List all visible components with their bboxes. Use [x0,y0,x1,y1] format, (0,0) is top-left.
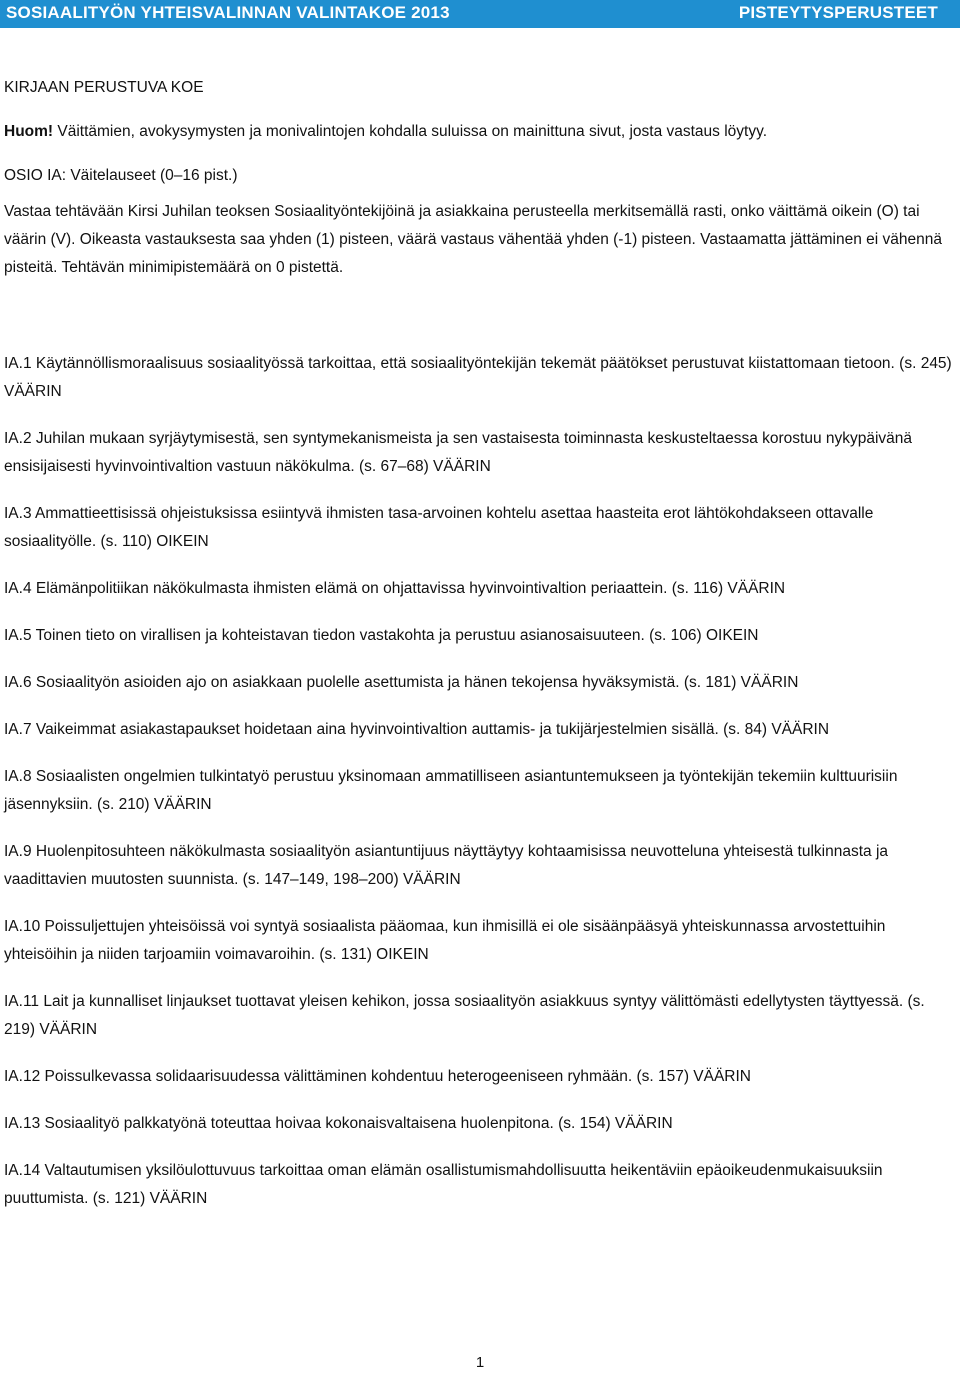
statement-item: IA.11 Lait ja kunnalliset linjaukset tuottavat yleisen kehikon, jossa sosiaalityön asiakkuus syntyy välittömästi edellytysten täyttyessä. (s. 219) VÄÄRIN [4,993,925,1038]
note-text: Väittämien, avokysymysten ja monivalintojen kohdalla suluissa on mainittuna sivut, josta vastaus löytyy. [53,123,767,140]
statement-item: IA.13 Sosiaalityö palkkatyönä toteuttaa hoivaa kokonaisvaltaisena huolenpitona. (s. 154) VÄÄRIN [4,1115,673,1132]
page-number: 1 [475,1354,485,1371]
document-title: SOSIAALITYÖN YHTEISVALINNAN VALINTAKOE 2013 [6,3,450,22]
statement-item: IA.3 Ammattieettisissä ohjeistuksissa esiintyvä ihmisten tasa-arvoinen kohtelu asettaa haasteita erot lähtökohdakseen ottavalle sosiaalityölle. (s. 110) OIKEIN [4,505,874,550]
statement-item: IA.6 Sosiaalityön asioiden ajo on asiakkaan puolelle asettumista ja hänen tekojensa hyväksymistä. (s. 181) VÄÄRIN [4,674,799,691]
statement-item: IA.10 Poissuljettujen yhteisöissä voi syntyä sosiaalista pääomaa, kun ihmisillä ei ole sisäänpääsyä yhteiskunnassa arvostettuihin yhteisöihin ja niiden tarjoamiin voimavaroihin. (s. 131) OIKEIN [4,918,886,963]
osio-title: OSIO IA: Väitelauseet (0–16 pist.) [4,167,238,184]
statement-item: IA.8 Sosiaalisten ongelmien tulkintatyö perustuu yksinomaan ammatilliseen asiantuntemukseen ja työntekijän tekemiin kulttuurisiin jäsennyksiin. (s. 210) VÄÄRIN [4,768,898,813]
statement-item: IA.9 Huolenpitosuhteen näkökulmasta sosiaalityön asiantuntijuus näyttäytyy kohtaamisissa neuvotteluna yhteisestä tulkinnasta ja vaadittavien muutosten suunnista. (s. 147–149, 198–200) VÄÄRIN [4,843,889,888]
statement-item: IA.1 Käytännöllismoraalisuus sosiaalityössä tarkoittaa, että sosiaalityöntekijän tekemät päätökset perustuvat kiistattomaan tietoon. (s. 245) VÄÄRIN [4,355,952,400]
statement-item: IA.14 Valtautumisen yksilöulottuvuus tarkoittaa oman elämän osallistumismahdollisuutta heikentäviin epäoikeudenmukaisuuksiin puuttumista. (s. 121) VÄÄRIN [4,1162,883,1207]
section-title: KIRJAAN PERUSTUVA KOE [4,79,204,96]
instructions-paragraph: Vastaa tehtävään Kirsi Juhilan teoksen Sosiaalityöntekijöinä ja asiakkaina perusteella merkitsemällä rasti, onko väittämä oikein (O) tai väärin (V). Oikeasta vastauksesta saa yhden (1) pisteen, väärä vastaus vähentää yhden (-1) pisteen. Vastaamatta jättäminen ei vähennä pisteitä. Tehtävän minimipistemäärä on 0 pistettä. [4,203,942,276]
note-label: Huom! [4,123,54,140]
statement-item: IA.12 Poissulkevassa solidaarisuudessa välittäminen kohdentuu heterogeeniseen ryhmään. (s. 157) VÄÄRIN [4,1068,752,1085]
document-subtitle: PISTEYTYSPERUSTEET [738,3,938,22]
statement-item: IA.4 Elämänpolitiikan näkökulmasta ihmisten elämä on ohjattavissa hyvinvointivaltion periaattein. (s. 116) VÄÄRIN [4,580,786,597]
document-body [4,76,956,1232]
statement-item: IA.2 Juhilan mukaan syrjäytymisestä, sen syntymekanismeista ja sen vastaisesta toiminnasta keskusteltaessa korostuu nykypäivänä ensisijaisesti hyvinvointivaltion vastuun näkökulma. (s. 67–68) VÄÄRIN [4,430,913,475]
header-bar [0,0,960,28]
note-paragraph [4,120,956,144]
statement-item: IA.5 Toinen tieto on virallisen ja kohteistavan tiedon vastakohta ja perustuu asianosaisuuteen. (s. 106) OIKEIN [4,627,759,644]
statement-list [4,350,956,1213]
statement-item: IA.7 Vaikeimmat asiakastapaukset hoidetaan aina hyvinvointivaltion auttamis- ja tukijärjestelmien sisällä. (s. 84) VÄÄRIN [4,721,830,738]
